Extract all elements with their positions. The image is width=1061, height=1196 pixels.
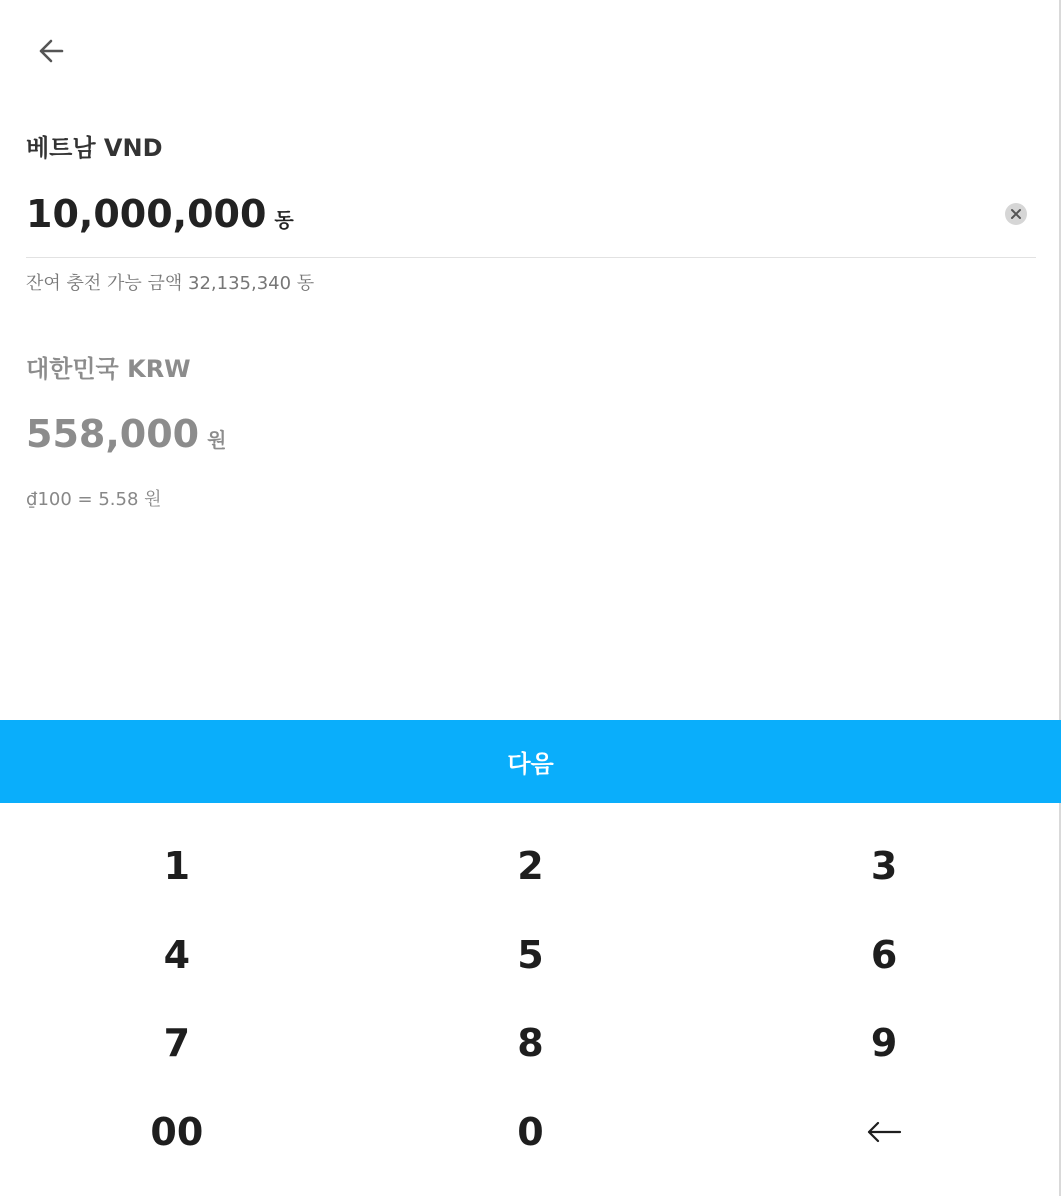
source-amount-value: 10,000,000 (26, 192, 267, 236)
source-amount-unit: 동 (274, 208, 294, 232)
back-button[interactable] (26, 26, 76, 76)
key-1[interactable]: 1 (163, 844, 191, 889)
key-0[interactable]: 0 (517, 1109, 544, 1154)
back-arrow-icon (36, 36, 66, 66)
key-3[interactable]: 3 (870, 844, 898, 889)
delete-arrow-icon (866, 1120, 902, 1144)
key-9[interactable]: 9 (870, 1021, 898, 1066)
key-2[interactable]: 2 (517, 844, 544, 889)
numeric-keypad (0, 822, 1061, 1176)
exchange-rate-text: ₫100 = 5.58 원 (26, 489, 162, 510)
key-5[interactable]: 5 (517, 932, 544, 977)
key-7[interactable]: 7 (163, 1021, 191, 1066)
source-currency-label: 베트남 VND (26, 134, 163, 162)
amount-divider (26, 257, 1036, 258)
key-4[interactable]: 4 (163, 932, 191, 977)
next-button[interactable]: 다음 (0, 720, 1061, 803)
target-amount-display (26, 406, 226, 462)
remaining-balance-text: 잔여 충전 가능 금액 32,135,340 동 (26, 273, 315, 294)
key-00[interactable]: 00 (150, 1109, 204, 1154)
target-amount-unit: 원 (207, 428, 227, 452)
target-amount-value: 558,000 (26, 412, 200, 456)
clear-amount-button[interactable] (1005, 203, 1027, 225)
source-amount-field[interactable] (26, 186, 1035, 242)
key-8[interactable]: 8 (517, 1021, 544, 1066)
key-6[interactable]: 6 (870, 932, 898, 977)
key-delete[interactable] (707, 1088, 1061, 1177)
target-currency-label: 대한민국 KRW (26, 355, 191, 383)
close-icon (1010, 208, 1022, 220)
